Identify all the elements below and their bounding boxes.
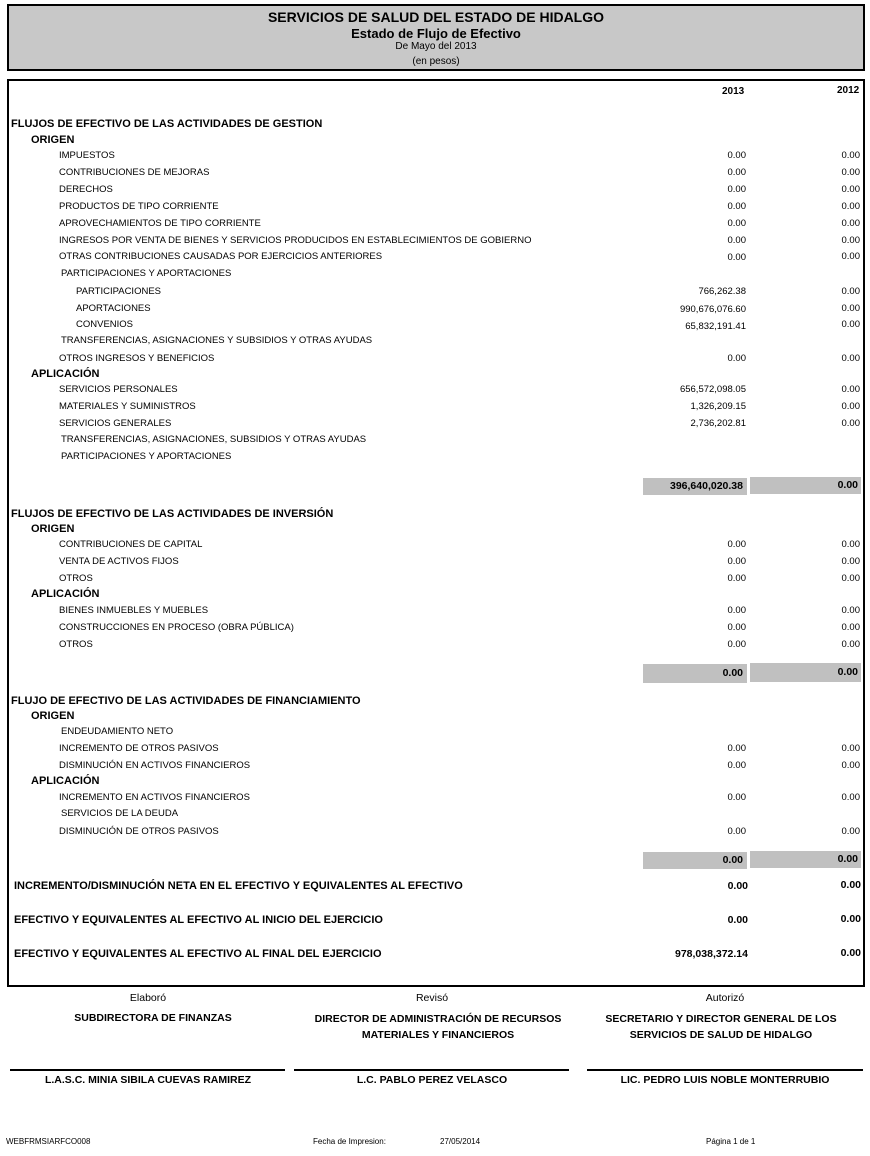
table-cell-2012: 0.00 bbox=[841, 418, 860, 429]
group-label-servicios-deuda: SERVICIOS DE LA DEUDA bbox=[61, 808, 179, 819]
summary-value-2013: 0.00 bbox=[727, 914, 748, 926]
table-row-label: CONTRIBUCIONES DE CAPITAL bbox=[59, 539, 203, 550]
table-cell-2013: 766,262.38 bbox=[698, 286, 746, 297]
table-row-label: OTROS bbox=[59, 639, 93, 650]
statement-body bbox=[7, 79, 865, 987]
table-row-label: CONTRIBUCIONES DE MEJORAS bbox=[59, 167, 210, 178]
group-label-participaciones: PARTICIPACIONES Y APORTACIONES bbox=[61, 268, 232, 279]
table-row-label: SERVICIOS PERSONALES bbox=[59, 384, 178, 395]
signature-line bbox=[587, 1069, 863, 1071]
column-header-2012: 2012 bbox=[837, 85, 860, 96]
table-row-label: MATERIALES Y SUMINISTROS bbox=[59, 401, 196, 412]
table-cell-2013: 0.00 bbox=[727, 760, 746, 771]
signature-title: SECRETARIO Y DIRECTOR GENERAL DE LOS SERVICIOS DE SALUD DE HIDALGO bbox=[605, 1013, 837, 1041]
table-row-label: CONVENIOS bbox=[76, 319, 134, 330]
table-cell-2013: 0.00 bbox=[727, 218, 746, 229]
report-units: (en pesos) bbox=[412, 56, 460, 67]
table-row-label: PRODUCTOS DE TIPO CORRIENTE bbox=[59, 201, 219, 212]
subsection-origen: ORIGEN bbox=[31, 710, 75, 722]
table-cell-2013: 0.00 bbox=[727, 201, 746, 212]
report-header bbox=[7, 4, 865, 71]
subsection-origen: ORIGEN bbox=[31, 523, 75, 535]
signature-name: L.C. PABLO PEREZ VELASCO bbox=[356, 1074, 508, 1086]
signature-line bbox=[10, 1069, 285, 1071]
signature-title: SUBDIRECTORA DE FINANZAS bbox=[74, 1012, 232, 1024]
summary-value-2012: 0.00 bbox=[840, 947, 861, 959]
table-cell-2013: 0.00 bbox=[727, 150, 746, 161]
group-label-participaciones-aplicacion: PARTICIPACIONES Y APORTACIONES bbox=[61, 451, 232, 462]
table-cell-2012: 0.00 bbox=[841, 826, 860, 837]
summary-value-2012: 0.00 bbox=[840, 913, 861, 925]
signature-name: LIC. PEDRO LUIS NOBLE MONTERRUBIO bbox=[620, 1074, 830, 1086]
table-row-label: BIENES INMUEBLES Y MUEBLES bbox=[59, 605, 209, 616]
table-cell-2012: 0.00 bbox=[841, 235, 860, 246]
table-row-label: SERVICIOS GENERALES bbox=[59, 418, 172, 429]
subtotal-financiamiento-2013: 0.00 bbox=[643, 852, 747, 869]
group-label-transferencias: TRANSFERENCIAS, ASIGNACIONES Y SUBSIDIOS Y OTRAS AYUDAS bbox=[61, 335, 373, 346]
subtotal-gestion-2013: 396,640,020.38 bbox=[643, 478, 747, 495]
table-cell-2012: 0.00 bbox=[841, 639, 860, 650]
table-cell-2013: 65,832,191.41 bbox=[685, 321, 746, 332]
report-title: Estado de Flujo de Efectivo bbox=[351, 26, 521, 41]
table-cell-2012: 0.00 bbox=[841, 743, 860, 754]
table-cell-2012: 0.00 bbox=[841, 556, 860, 567]
table-cell-2013: 0.00 bbox=[727, 353, 746, 364]
table-cell-2013: 0.00 bbox=[727, 539, 746, 550]
table-cell-2012: 0.00 bbox=[841, 573, 860, 584]
table-row-label: IMPUESTOS bbox=[59, 150, 115, 161]
table-row-label: APORTACIONES bbox=[76, 303, 151, 314]
report-period: De Mayo del 2013 bbox=[395, 41, 477, 52]
summary-label: EFECTIVO Y EQUIVALENTES AL EFECTIVO AL INICIO DEL EJERCICIO bbox=[14, 914, 383, 926]
print-date: 27/05/2014 bbox=[440, 1137, 481, 1146]
table-cell-2012: 0.00 bbox=[841, 167, 860, 178]
summary-label: INCREMENTO/DISMINUCIÓN NETA EN EL EFECTIVO Y EQUIVALENTES AL EFECTIVO bbox=[14, 880, 463, 892]
table-cell-2012: 0.00 bbox=[841, 539, 860, 550]
table-cell-2012: 0.00 bbox=[841, 184, 860, 195]
table-row-label: DISMINUCIÓN DE OTROS PASIVOS bbox=[59, 826, 219, 837]
summary-value-2013: 0.00 bbox=[727, 880, 748, 892]
table-row-label: APROVECHAMIENTOS DE TIPO CORRIENTE bbox=[59, 218, 261, 229]
print-date-label: Fecha de Impresion: bbox=[313, 1137, 386, 1146]
subsection-origen: ORIGEN bbox=[31, 134, 75, 146]
table-cell-2013: 0.00 bbox=[727, 252, 746, 263]
subtotal-inversion-2013: 0.00 bbox=[643, 664, 747, 683]
table-cell-2012: 0.00 bbox=[841, 622, 860, 633]
table-cell-2013: 0.00 bbox=[727, 573, 746, 584]
subsection-aplicacion: APLICACIÓN bbox=[31, 588, 100, 600]
group-label-transferencias-aplicacion: TRANSFERENCIAS, ASIGNACIONES, SUBSIDIOS Y OTRAS AYUDAS bbox=[61, 434, 367, 445]
summary-label: EFECTIVO Y EQUIVALENTES AL EFECTIVO AL FINAL DEL EJERCICIO bbox=[14, 948, 382, 960]
table-cell-2012: 0.00 bbox=[841, 201, 860, 212]
table-cell-2013: 0.00 bbox=[727, 826, 746, 837]
table-row-label: OTROS bbox=[59, 573, 93, 584]
table-cell-2013: 1,326,209.15 bbox=[690, 401, 746, 412]
table-cell-2012: 0.00 bbox=[841, 401, 860, 412]
signature-title: DIRECTOR DE ADMINISTRACIÓN DE RECURSOS MATERIALES Y FINANCIEROS bbox=[314, 1013, 562, 1041]
table-cell-2013: 0.00 bbox=[727, 622, 746, 633]
table-cell-2012: 0.00 bbox=[841, 218, 860, 229]
table-cell-2013: 0.00 bbox=[727, 792, 746, 803]
group-label-endeudamiento: ENDEUDAMIENTO NETO bbox=[61, 726, 174, 737]
table-cell-2013: 0.00 bbox=[727, 743, 746, 754]
signature-name: L.A.S.C. MINIA SIBILA CUEVAS RAMIREZ bbox=[44, 1074, 252, 1086]
table-cell-2013: 2,736,202.81 bbox=[690, 418, 746, 429]
table-cell-2013: 0.00 bbox=[727, 167, 746, 178]
table-cell-2013: 0.00 bbox=[727, 639, 746, 650]
table-cell-2012: 0.00 bbox=[841, 303, 860, 314]
table-row-label: INGRESOS POR VENTA DE BIENES Y SERVICIOS PRODUCIDOS EN ESTABLECIMIENTOS DE GOBIERNO bbox=[59, 235, 532, 246]
table-cell-2012: 0.00 bbox=[841, 319, 860, 330]
subtotal-inversion-2012: 0.00 bbox=[750, 663, 861, 682]
subsection-aplicacion: APLICACIÓN bbox=[31, 368, 100, 380]
table-cell-2013: 0.00 bbox=[727, 235, 746, 246]
signature-role: Revisó bbox=[415, 992, 449, 1004]
table-cell-2013: 990,676,076.60 bbox=[679, 304, 746, 315]
table-row-label: CONSTRUCCIONES EN PROCESO (OBRA PÚBLICA) bbox=[59, 622, 294, 633]
table-cell-2013: 0.00 bbox=[727, 605, 746, 616]
section-title-gestion: FLUJOS DE EFECTIVO DE LAS ACTIVIDADES DE GESTION bbox=[11, 118, 323, 130]
signature-role: Autorizó bbox=[705, 992, 745, 1004]
table-cell-2013: 0.00 bbox=[727, 556, 746, 567]
table-row-label: DERECHOS bbox=[59, 184, 113, 195]
table-row-label: PARTICIPACIONES bbox=[76, 286, 161, 297]
table-row-label: OTROS INGRESOS Y BENEFICIOS bbox=[59, 353, 215, 364]
organization-name: SERVICIOS DE SALUD DEL ESTADO DE HIDALGO bbox=[267, 9, 605, 25]
table-row-label: VENTA DE ACTIVOS FIJOS bbox=[59, 556, 179, 567]
table-cell-2012: 0.00 bbox=[841, 605, 860, 616]
table-cell-2012: 0.00 bbox=[841, 792, 860, 803]
column-header-2013: 2013 bbox=[722, 86, 745, 97]
table-row-label: OTRAS CONTRIBUCIONES CAUSADAS POR EJERCICIOS ANTERIORES bbox=[59, 251, 383, 262]
subtotal-financiamiento-2012: 0.00 bbox=[750, 851, 861, 868]
subsection-aplicacion: APLICACIÓN bbox=[31, 775, 100, 787]
signature-role: Elaboró bbox=[129, 992, 167, 1004]
report-id: WEBFRMSIARFCO008 bbox=[6, 1137, 91, 1146]
summary-value-2012: 0.00 bbox=[840, 879, 861, 891]
page-number: Página 1 de 1 bbox=[706, 1137, 756, 1146]
table-cell-2013: 0.00 bbox=[727, 184, 746, 195]
section-title-inversion: FLUJOS DE EFECTIVO DE LAS ACTIVIDADES DE INVERSIÓN bbox=[11, 508, 334, 520]
table-cell-2012: 0.00 bbox=[841, 251, 860, 262]
table-row-label: INCREMENTO EN ACTIVOS FINANCIEROS bbox=[59, 792, 250, 803]
table-cell-2012: 0.00 bbox=[841, 760, 860, 771]
table-row-label: INCREMENTO DE OTROS PASIVOS bbox=[59, 743, 219, 754]
summary-value-2013: 978,038,372.14 bbox=[675, 948, 748, 960]
table-cell-2012: 0.00 bbox=[841, 286, 860, 297]
signature-line bbox=[294, 1069, 569, 1071]
subtotal-gestion-2012: 0.00 bbox=[750, 477, 861, 494]
table-cell-2012: 0.00 bbox=[841, 353, 860, 364]
table-cell-2012: 0.00 bbox=[841, 150, 860, 161]
section-title-financiamiento: FLUJO DE EFECTIVO DE LAS ACTIVIDADES DE FINANCIAMIENTO bbox=[11, 695, 361, 707]
table-row-label: DISMINUCIÓN EN ACTIVOS FINANCIEROS bbox=[59, 760, 251, 771]
table-cell-2012: 0.00 bbox=[841, 384, 860, 395]
table-cell-2013: 656,572,098.05 bbox=[679, 384, 746, 395]
